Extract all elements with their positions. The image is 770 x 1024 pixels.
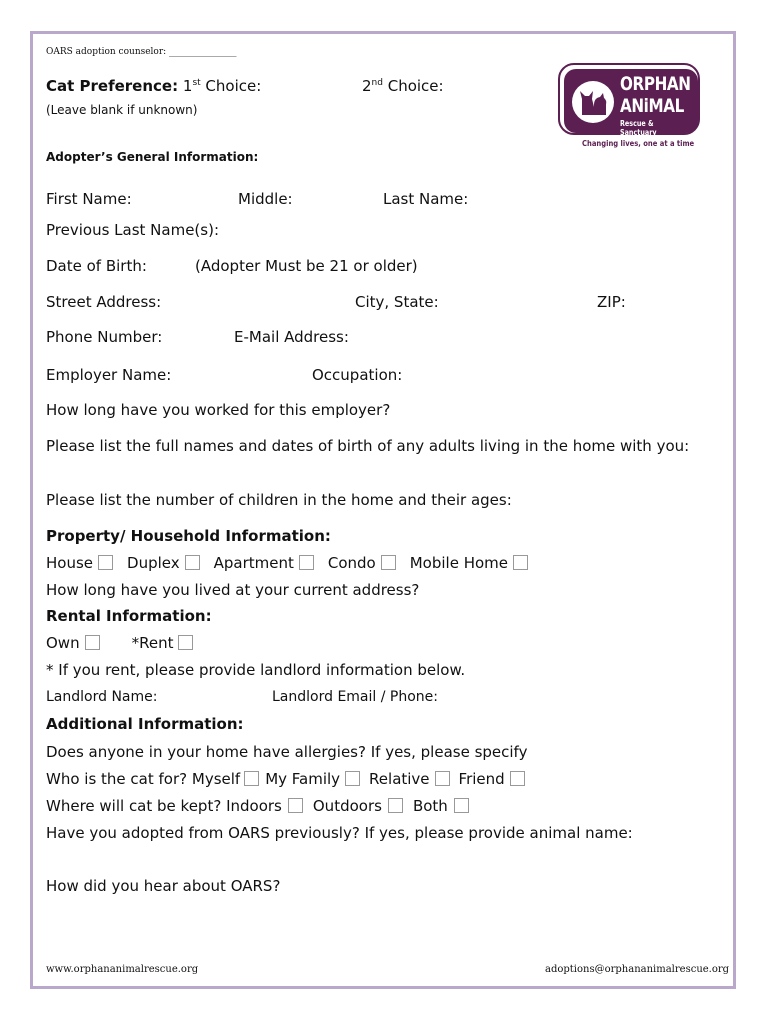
- logo-background: [564, 69, 698, 137]
- first-choice-label: 1st Choice:: [182, 77, 262, 95]
- leave-blank-note: (Leave blank if unknown): [46, 103, 198, 117]
- orphan-animal-logo: [558, 63, 704, 148]
- my-family-checkbox[interactable]: [345, 771, 360, 786]
- cat-preference-label: Cat Preference:: [46, 77, 179, 95]
- logo-tagline: Changing lives, one at a time: [582, 139, 695, 148]
- middle-name-label: Middle:: [238, 190, 293, 208]
- kept-row: [46, 797, 483, 815]
- logo-frame: [558, 63, 700, 135]
- cat-preference-row: [46, 77, 261, 95]
- occupation-label: Occupation:: [312, 366, 403, 384]
- option-mobile-home-label: Mobile Home: [409, 554, 509, 572]
- last-name-label: Last Name:: [383, 190, 469, 208]
- relative-label: Relative: [369, 770, 430, 788]
- zip-label: ZIP:: [597, 293, 626, 311]
- duplex-checkbox[interactable]: [185, 555, 200, 570]
- previous-last-name-label: Previous Last Name(s):: [46, 221, 219, 239]
- both-checkbox[interactable]: [454, 798, 469, 813]
- my-family-label: My Family: [265, 770, 341, 788]
- city-state-label: City, State:: [355, 293, 439, 311]
- additional-heading: Additional Information:: [46, 715, 244, 733]
- landlord-name-label: Landlord Name:: [46, 689, 158, 705]
- kept-label: Where will cat be kept?: [46, 797, 222, 815]
- employer-label: Employer Name:: [46, 366, 172, 384]
- outdoors-checkbox[interactable]: [388, 798, 403, 813]
- allergies-question: Does anyone in your home have allergies? If yes, please specify: [46, 743, 528, 761]
- children-question: Please list the number of children in the home and their ages:: [46, 491, 512, 509]
- condo-checkbox[interactable]: [381, 555, 396, 570]
- street-address-label: Street Address:: [46, 293, 162, 311]
- option-apartment-label: Apartment: [213, 554, 294, 572]
- outdoors-label: Outdoors: [312, 797, 382, 815]
- rent-checkbox[interactable]: [178, 635, 193, 650]
- house-checkbox[interactable]: [98, 555, 113, 570]
- dob-label: Date of Birth:: [46, 257, 147, 275]
- apartment-checkbox[interactable]: [299, 555, 314, 570]
- cat-for-row: [46, 770, 539, 788]
- landlord-contact-label: Landlord Email / Phone:: [272, 689, 438, 705]
- email-label: E-Mail Address:: [234, 328, 349, 346]
- cat-dog-silhouette-icon: [572, 81, 614, 123]
- logo-line-1: ORPHAN: [620, 73, 691, 95]
- logo-line-2: ANiMAL: [620, 95, 684, 117]
- mobile-home-checkbox[interactable]: [513, 555, 528, 570]
- property-options-row: [46, 554, 542, 572]
- logo-line-3: Rescue & Sanctuary: [620, 119, 657, 137]
- general-info-heading: Adopter’s General Information:: [46, 150, 259, 164]
- footer-website[interactable]: www.orphananimalrescue.org: [46, 964, 199, 975]
- friend-label: Friend: [458, 770, 505, 788]
- rent-note: * If you rent, please provide landlord information below.: [46, 661, 466, 679]
- own-label: Own: [46, 634, 80, 652]
- worked-long-question: How long have you worked for this employer?: [46, 401, 391, 419]
- myself-label: Myself: [191, 770, 241, 788]
- adopted-before-question: Have you adopted from OARS previously? If yes, please provide animal name:: [46, 824, 633, 842]
- relative-checkbox[interactable]: [435, 771, 450, 786]
- both-label: Both: [412, 797, 448, 815]
- property-heading: Property/ Household Information:: [46, 527, 331, 545]
- option-condo-label: Condo: [327, 554, 376, 572]
- counselor-line: OARS adoption counselor: _______________: [46, 47, 237, 57]
- cat-for-label: Who is the cat for?: [46, 770, 188, 788]
- option-house-label: House: [46, 554, 94, 572]
- adults-question: Please list the full names and dates of birth of any adults living in the home with you:: [46, 437, 690, 455]
- rental-heading: Rental Information:: [46, 607, 212, 625]
- indoors-label: Indoors: [226, 797, 282, 815]
- own-checkbox[interactable]: [85, 635, 100, 650]
- myself-checkbox[interactable]: [244, 771, 259, 786]
- rent-label: *Rent: [131, 634, 174, 652]
- rental-options-row: [46, 634, 207, 652]
- first-name-label: First Name:: [46, 190, 132, 208]
- indoors-checkbox[interactable]: [288, 798, 303, 813]
- page-border: [30, 31, 736, 989]
- option-duplex-label: Duplex: [127, 554, 180, 572]
- footer-email[interactable]: adoptions@orphananimalrescue.org: [545, 964, 730, 975]
- friend-checkbox[interactable]: [510, 771, 525, 786]
- lived-long-question: How long have you lived at your current address?: [46, 581, 420, 599]
- phone-label: Phone Number:: [46, 328, 163, 346]
- dob-note: (Adopter Must be 21 or older): [195, 257, 418, 275]
- second-choice-label: 2nd Choice:: [362, 77, 444, 95]
- hear-about-question: How did you hear about OARS?: [46, 877, 281, 895]
